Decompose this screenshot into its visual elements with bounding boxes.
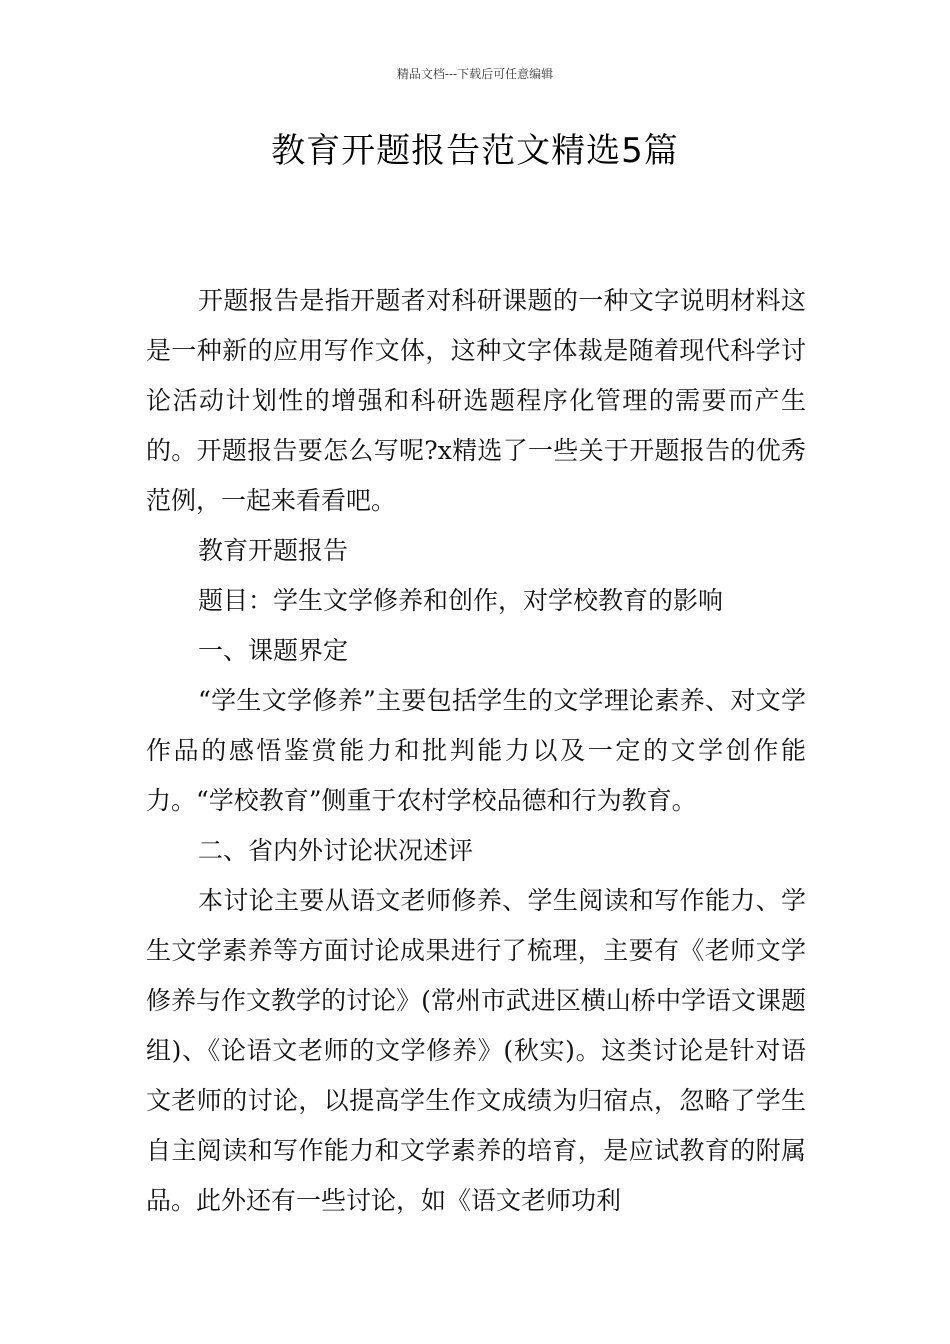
topic-line: 题目：学生文学修养和创作，对学校教育的影响 [198,586,724,615]
review-paragraph: 本讨论主要从语文老师修养、学生阅读和写作能力、学生文学素养等方面讨论成果进行了梳理，主要有《老师文学修养与作文教学的讨论》(常州市武进区横山桥中学语文课题组)、《论语文老师的文学修养》(秋实)。这类讨论是针对语文老师的讨论，以提高学生作文成绩为归宿点，忽略了学生自主阅读和写作能力和文学素养的培育，是应试教育的附属品。此外还有一些讨论，如《语文老师功利 [146,886,806,1215]
document-body [146,276,806,1226]
intro-paragraph: 开题报告是指开题者对科研课题的一种文字说明材料这是一种新的应用写作文体，这种文字体裁是随着现代科学讨论活动计划性的增强和科研选题程序化管理的需要而产生的。开题报告要怎么写呢?x精选了一些关于开题报告的优秀范例，一起来看看吧。 [146,286,806,515]
section-label: 教育开题报告 [198,536,349,565]
page-header-note: 精品文档---下载后可任意编辑 [396,67,554,81]
document-title: 教育开题报告范文精选5篇 [271,131,679,171]
section-heading-2: 二、省内外讨论状况述评 [198,836,474,865]
section-heading-1: 一、课题界定 [198,636,349,665]
definition-paragraph: “学生文学修养”主要包括学生的文学理论素养、对文学作品的感悟鉴赏能力和批判能力以及一定的文学创作能力。“学校教育”侧重于农村学校品德和行为教育。 [146,686,806,815]
